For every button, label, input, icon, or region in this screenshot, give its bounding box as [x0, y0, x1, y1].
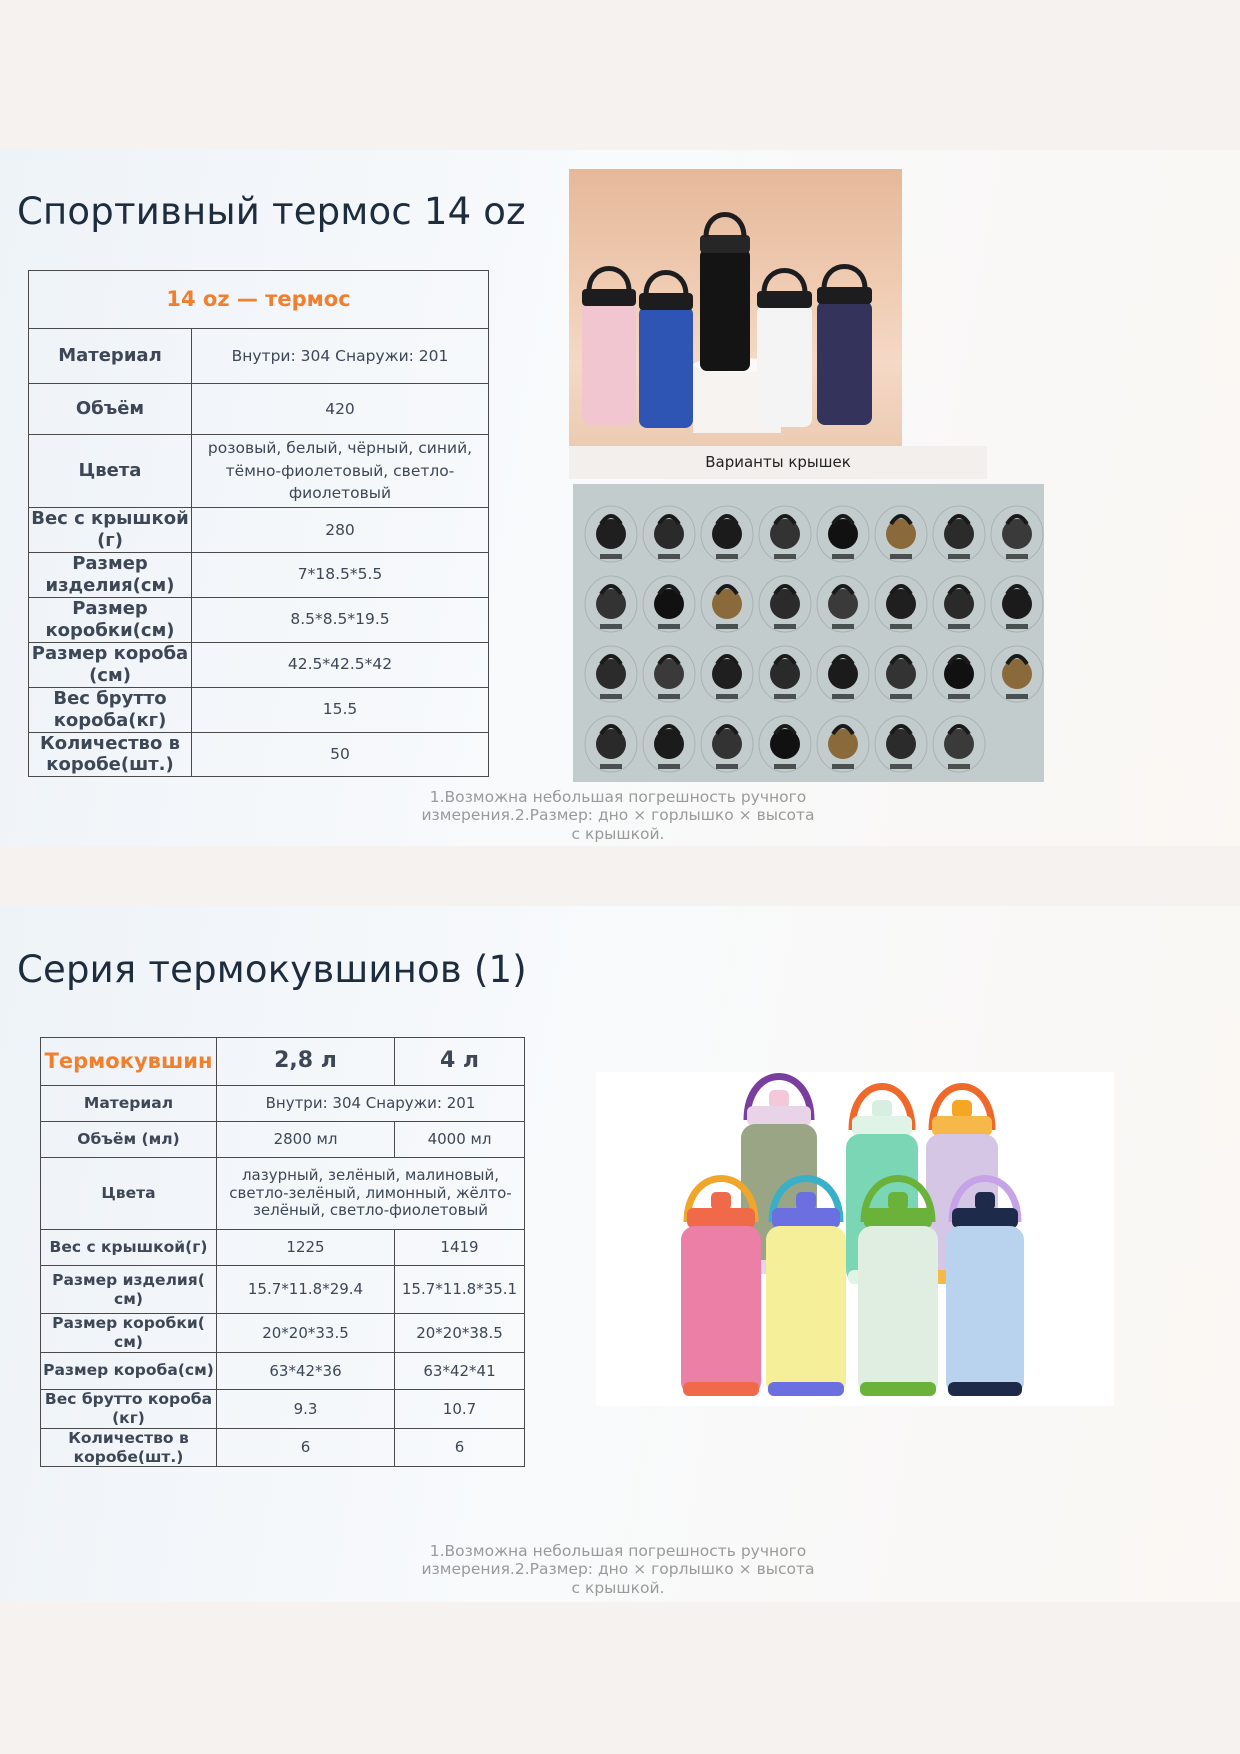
row-label: Вес с крышкой(г)	[41, 1230, 217, 1266]
row-label: Вес брутто короба (кг)	[41, 1389, 217, 1428]
row-label: Размер короба(см)	[41, 1352, 217, 1389]
row-label: Размер изделия(см)	[29, 552, 192, 597]
row-label: Объём	[29, 384, 192, 435]
row-label: Материал	[41, 1086, 217, 1122]
row-label: Размер коробки( см)	[41, 1314, 217, 1353]
footnote: 1.Возможна небольшая погрешность ручного измерения.2.Размер: дно × горлышко × высота с крышкой.	[421, 1542, 815, 1597]
row-value: розовый, белый, чёрный, синий, тёмно-фиолетовый, светло-фиолетовый	[192, 435, 489, 508]
column-header-2-8l: 2,8 л	[217, 1038, 395, 1086]
row-value: лазурный, зелёный, малиновый, светло-зелёный, лимонный, жёлто-зелёный, светло-фиолетовый	[217, 1158, 525, 1230]
table-header: 14 oz — термос	[29, 271, 489, 329]
row-value: 1419	[395, 1230, 525, 1266]
spec-table	[28, 270, 489, 777]
row-value: 10.7	[395, 1389, 525, 1428]
row-label: Цвета	[41, 1158, 217, 1230]
lid-variants-photo	[573, 484, 1044, 782]
row-value: 15.5	[192, 687, 489, 732]
row-value: 420	[192, 384, 489, 435]
row-label: Вес брутто короба(кг)	[29, 687, 192, 732]
row-value: 280	[192, 508, 489, 553]
page-title: Серия термокувшинов (1)	[17, 948, 527, 991]
row-value: 20*20*33.5	[217, 1314, 395, 1353]
row-label: Количество в коробе(шт.)	[41, 1428, 217, 1467]
slide-thermos-14oz	[0, 150, 1240, 846]
product-photo-bottles	[569, 169, 902, 446]
row-value: 63*42*36	[217, 1352, 395, 1389]
row-value: 20*20*38.5	[395, 1314, 525, 1353]
row-value: Внутри: 304 Снаружи: 201	[192, 329, 489, 384]
table-header: Термокувшин	[41, 1038, 217, 1086]
row-value: 1225	[217, 1230, 395, 1266]
row-value: 4000 мл	[395, 1122, 525, 1158]
row-label: Вес с крышкой (г)	[29, 508, 192, 553]
row-value: 9.3	[217, 1389, 395, 1428]
lid-variants-caption: Варианты крышек	[569, 446, 987, 479]
row-label: Размер короба (см)	[29, 642, 192, 687]
row-value: 6	[395, 1428, 525, 1467]
row-value: 63*42*41	[395, 1352, 525, 1389]
row-value: 42.5*42.5*42	[192, 642, 489, 687]
page-title: Спортивный термос 14 oz	[17, 190, 526, 233]
row-label: Объём (мл)	[41, 1122, 217, 1158]
row-value: 15.7*11.8*29.4	[217, 1266, 395, 1314]
product-photo-jugs	[596, 1072, 1114, 1406]
row-value: 15.7*11.8*35.1	[395, 1266, 525, 1314]
footnote: 1.Возможна небольшая погрешность ручного измерения.2.Размер: дно × горлышко × высота с крышкой.	[421, 788, 815, 843]
row-label: Количество в коробе(шт.)	[29, 732, 192, 777]
row-label: Материал	[29, 329, 192, 384]
row-value: 6	[217, 1428, 395, 1467]
spec-table	[40, 1037, 525, 1467]
row-value: 50	[192, 732, 489, 777]
row-value: Внутри: 304 Снаружи: 201	[217, 1086, 525, 1122]
row-value: 8.5*8.5*19.5	[192, 597, 489, 642]
row-value: 2800 мл	[217, 1122, 395, 1158]
row-label: Цвета	[29, 435, 192, 508]
row-value: 7*18.5*5.5	[192, 552, 489, 597]
slide-thermo-jug-series	[0, 906, 1240, 1602]
row-label: Размер коробки(см)	[29, 597, 192, 642]
column-header-4l: 4 л	[395, 1038, 525, 1086]
row-label: Размер изделия( см)	[41, 1266, 217, 1314]
